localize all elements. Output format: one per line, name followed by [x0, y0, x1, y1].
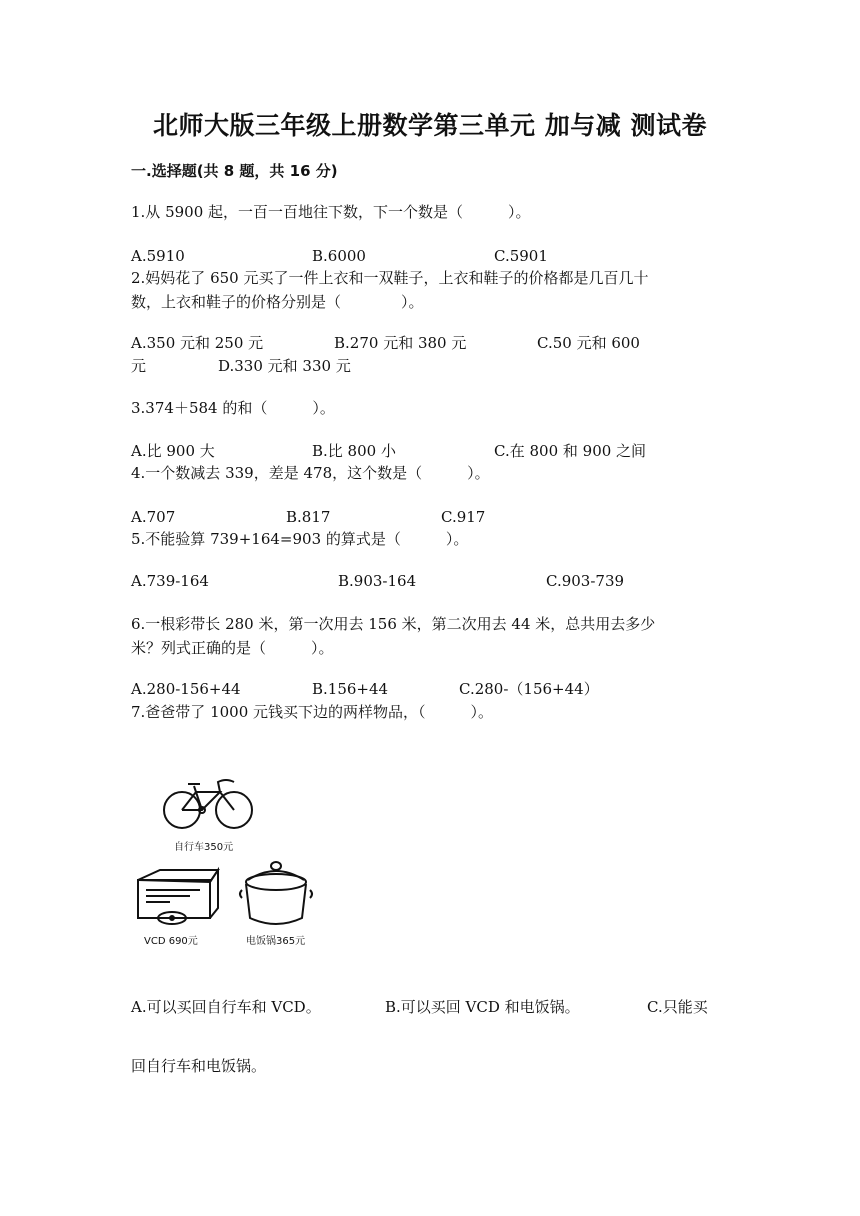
- question-2-option-c[interactable]: C.50 元和 600: [537, 334, 640, 352]
- question-1-option-a[interactable]: A.5910: [131, 247, 185, 265]
- question-1-stem: 1.从 5900 起，一百一百地往下数，下一个数是（ ）。: [131, 203, 531, 221]
- question-7-stem: 7.爸爸带了 1000 元钱买下边的两样物品，（ ）。: [131, 703, 494, 721]
- question-4-option-a[interactable]: A.707: [131, 508, 176, 526]
- question-7-figure: [130, 770, 330, 955]
- question-6-option-b[interactable]: B.156+44: [312, 680, 389, 698]
- page-title: 北师大版三年级上册数学第三单元 加与减 测试卷: [153, 111, 707, 140]
- question-4-option-c[interactable]: C.917: [441, 508, 486, 526]
- section-heading: 一.选择题(共 8 题，共 16 分): [131, 162, 338, 180]
- question-3-option-c[interactable]: C.在 800 和 900 之间: [494, 442, 647, 460]
- question-2-option-d[interactable]: D.330 元和 330 元: [218, 357, 351, 375]
- question-7-option-b[interactable]: B.可以买回 VCD 和电饭锅。: [385, 998, 580, 1016]
- vcd-player-icon: [138, 870, 218, 924]
- question-3-option-b[interactable]: B.比 800 小: [312, 442, 396, 460]
- rice-cooker-price-label: 电饭锅365元: [246, 936, 306, 947]
- question-2-stem-line-1: 2.妈妈花了 650 元买了一件上衣和一双鞋子，上衣和鞋子的价格都是几百几十: [131, 269, 649, 287]
- question-2-stem-line-2: 数，上衣和鞋子的价格分别是（ ）。: [131, 293, 424, 311]
- question-3-option-a[interactable]: A.比 900 大: [131, 442, 215, 460]
- question-1-option-c[interactable]: C.5901: [494, 247, 548, 265]
- question-3-stem: 3.374＋584 的和（ ）。: [131, 399, 335, 417]
- vcd-price-label: VCD 690元: [144, 936, 198, 947]
- bicycle-icon: [164, 780, 252, 828]
- question-5-option-b[interactable]: B.903-164: [338, 572, 417, 590]
- question-5-option-a[interactable]: A.739-164: [131, 572, 209, 590]
- question-2-option-c-cont[interactable]: 元: [131, 357, 147, 375]
- question-6-stem-line-2: 米？列式正确的是（ ）。: [131, 639, 334, 657]
- question-7-option-c[interactable]: C.只能买: [647, 998, 708, 1016]
- question-7-option-a[interactable]: A.可以买回自行车和 VCD。: [131, 998, 321, 1016]
- question-7-option-c-cont[interactable]: 回自行车和电饭锅。: [131, 1057, 267, 1075]
- question-1-option-b[interactable]: B.6000: [312, 247, 366, 265]
- bicycle-price-label: 自行车350元: [174, 842, 234, 853]
- question-4-stem: 4.一个数减去 339，差是 478，这个数是（ ）。: [131, 464, 490, 482]
- question-4-option-b[interactable]: B.817: [286, 508, 331, 526]
- question-6-option-a[interactable]: A.280-156+44: [131, 680, 241, 698]
- question-2-option-b[interactable]: B.270 元和 380 元: [334, 334, 467, 352]
- question-6-stem-line-1: 6.一根彩带长 280 米，第一次用去 156 米，第二次用去 44 米，总共用去多少: [131, 615, 656, 633]
- question-5-option-c[interactable]: C.903-739: [546, 572, 625, 590]
- question-5-stem: 5.不能验算 739+164=903 的算式是（ ）。: [131, 530, 469, 548]
- question-6-option-c[interactable]: C.280-（156+44）: [459, 680, 599, 698]
- rice-cooker-icon: [240, 862, 312, 924]
- question-2-option-a[interactable]: A.350 元和 250 元: [131, 334, 264, 352]
